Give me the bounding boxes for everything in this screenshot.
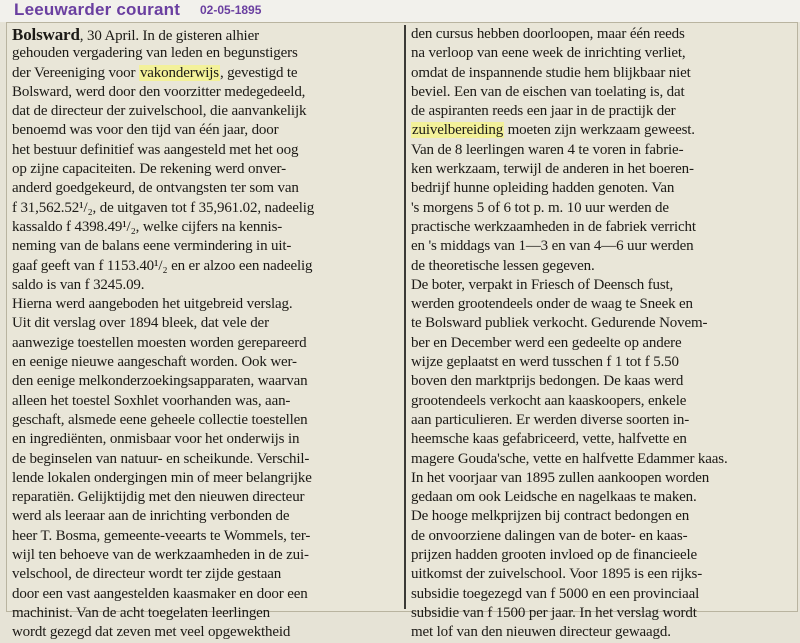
text-line: de theoretische lessen gegeven. [411,257,595,274]
article-lead-word: Bolsward [12,25,80,44]
text-line: In het voorjaar van 1895 zullen aankoopen worden [411,469,710,486]
text-line: Hierna werd aangeboden het uitgebreid verslag. [12,296,293,313]
text-line: de aspiranten reeds een jaar in de practijk der [411,103,676,120]
text-line: magere Gouda'sche, vette en halfvette Edammer kaas. [411,450,728,467]
text-line: zuivelbereiding moeten zijn werkzaam geweest. [412,122,695,139]
text-line: de beginselen van natuur- en scheikunde. Verschil- [12,450,310,467]
text-line: heemsche kaas gefabriceerd, vette, halfvette en [411,431,687,448]
text-line: op zijne capaciteiten. De rekening werd onver- [12,161,286,178]
text-line: saldo is van f 3245.09. [12,276,145,293]
issue-date: 02-05-1895 [200,3,262,17]
text-line: De boter, verpakt in Friesch of Deensch fust, [411,276,674,293]
text-line: den eenige melkonderzoekingsapparaten, waarvan [12,373,308,390]
text-line: ken werkzaam, terwijl de anderen in het boeren- [411,161,694,178]
text-line: werd als leeraar aan de inrichting verbonden de [12,508,290,525]
newspaper-title: Leeuwarder courant [14,0,181,19]
text-line: uitkomst der zuivelschool. Voor 1895 is een rijks- [411,566,703,583]
text-line: gaaf geeft van f 1153.40¹/₂ en er alzoo een nadeelig [12,257,313,274]
text-line: geschaft, alsmede eene geheele collectie toestellen [12,411,308,428]
text-line: Van de 8 leerlingen waren 4 te voren in fabrie- [411,141,684,158]
text-line: gedaan om ook Leidsche en nagelkaas te maken. [411,489,697,506]
article-column-right [411,25,795,643]
text-line: boven den marktprijs bedongen. De kaas werd [411,373,684,390]
text-line: De hooge melkprijzen bij contract bedongen en [411,508,690,525]
text-line: bedrijf hunne opleiding hadden genoten. Van [411,180,675,197]
text-line: dat de directeur der zuivelschool, die aanvankelijk [12,103,307,120]
text-line: wijze geplaatst en werd tusschen f 1 tot f 5.50 [411,354,679,371]
text-line: Bolsward, 30 April. In de gisteren alhier [12,25,259,44]
text-line: aan particulieren. Er werden diverse soorten in- [411,411,690,428]
text-line: het bestuur definitief was aangesteld met het oog [12,141,299,158]
text-line: te Bolsward publiek verkocht. Gedurende Novem- [411,315,708,332]
text-line: reparatiën. Gelijktijdig met den nieuwen directeur [12,489,305,506]
text-line: neming van de balans eene vermindering in uit- [12,238,292,255]
text-line: velschool, de directeur wordt ter zijde gestaan [12,566,282,583]
text-line: na verloop van eene week de inrichting verliet, [411,45,686,62]
text-line: door een vast aangestelden kaasmaker en door een [12,585,308,602]
text-line: subsidie van f 1500 per jaar. In het verslag wordt [411,604,697,621]
text-line: wijl ten behoeve van de werkzaamheden in de zui- [12,547,309,564]
text-line: met lof van den nieuwen directeur gewaagd. [411,624,671,641]
highlighted-term: vakonderwijs [139,64,219,81]
text-line: machinist. Van de acht toegelaten leerlingen [12,604,271,621]
text-line: en eenige nieuwe aangeschaft worden. Ook wer- [12,354,297,371]
text-line: anderd goedgekeurd, de ontvangsten ter som van [12,180,299,197]
text-line: grootendeels verkocht aan kaaskoopers, enkele [411,392,687,409]
text-line: kassaldo f 4398.49¹/₂, welke cijfers na kennis- [12,218,283,235]
text-line: Uit dit verslag over 1894 bleek, dat vele der [12,315,269,332]
text-line: benoemd was voor den tijd van één jaar, door [12,122,279,139]
text-line: aanwezige toestellen moesten worden gerepareerd [12,334,307,351]
text-line: beviel. Een van de eischen van toelating is, dat [411,83,685,100]
text-line: lende lokalen ondergingen min of meer belangrijke [12,469,312,486]
article-column-left [12,25,402,643]
text-line: subsidie toegezegd van f 5000 en een provinciaal [411,585,700,602]
text-line: werden grootendeels onder de waag te Sneek en [411,296,693,313]
newspaper-header [0,0,800,22]
text-line: en ingrediënten, onmisbaar voor het onderwijs in [12,431,300,448]
text-line: f 31,562.52¹/₂, de uitgaven tot f 35,961.02, nadeelig [12,199,315,216]
text-line: practische werkzaamheden in de fabriek verricht [411,218,696,235]
text-line: alleen het toestel Soxhlet voorhanden was, aan- [12,392,291,409]
article-clipping [6,22,798,641]
text-line: ber en December werd een gedeelte op andere [411,334,682,351]
text-line: heer T. Bosma, gemeente-veearts te Wommels, ter- [12,527,311,544]
text-line: prijzen hadden grooten invloed op de financieele [411,547,698,564]
text-line: wordt gezegd dat zeven met veel opgewektheid [12,624,291,641]
text-line: en 's middags van 1—3 en van 4—6 uur werden [411,238,694,255]
text-line: 's morgens 5 of 6 tot p. m. 10 uur werden de [411,199,669,216]
highlighted-term: zuivelbereiding [412,122,504,139]
text-line: de onvoorziene dalingen van de boter- en kaas- [411,527,688,544]
text-line: omdat de inspannende studie hem blijkbaar niet [411,64,691,81]
text-line: der Vereeniging voor vakonderwijs, gevestigd te [12,64,298,81]
text-line: Bolsward, werd door den voorzitter medegedeeld, [12,83,306,100]
text-line: den cursus hebben doorloopen, maar één reeds [411,26,685,42]
column-divider [404,25,406,609]
text-line: gehouden vergadering van leden en begunstigers [12,45,298,62]
